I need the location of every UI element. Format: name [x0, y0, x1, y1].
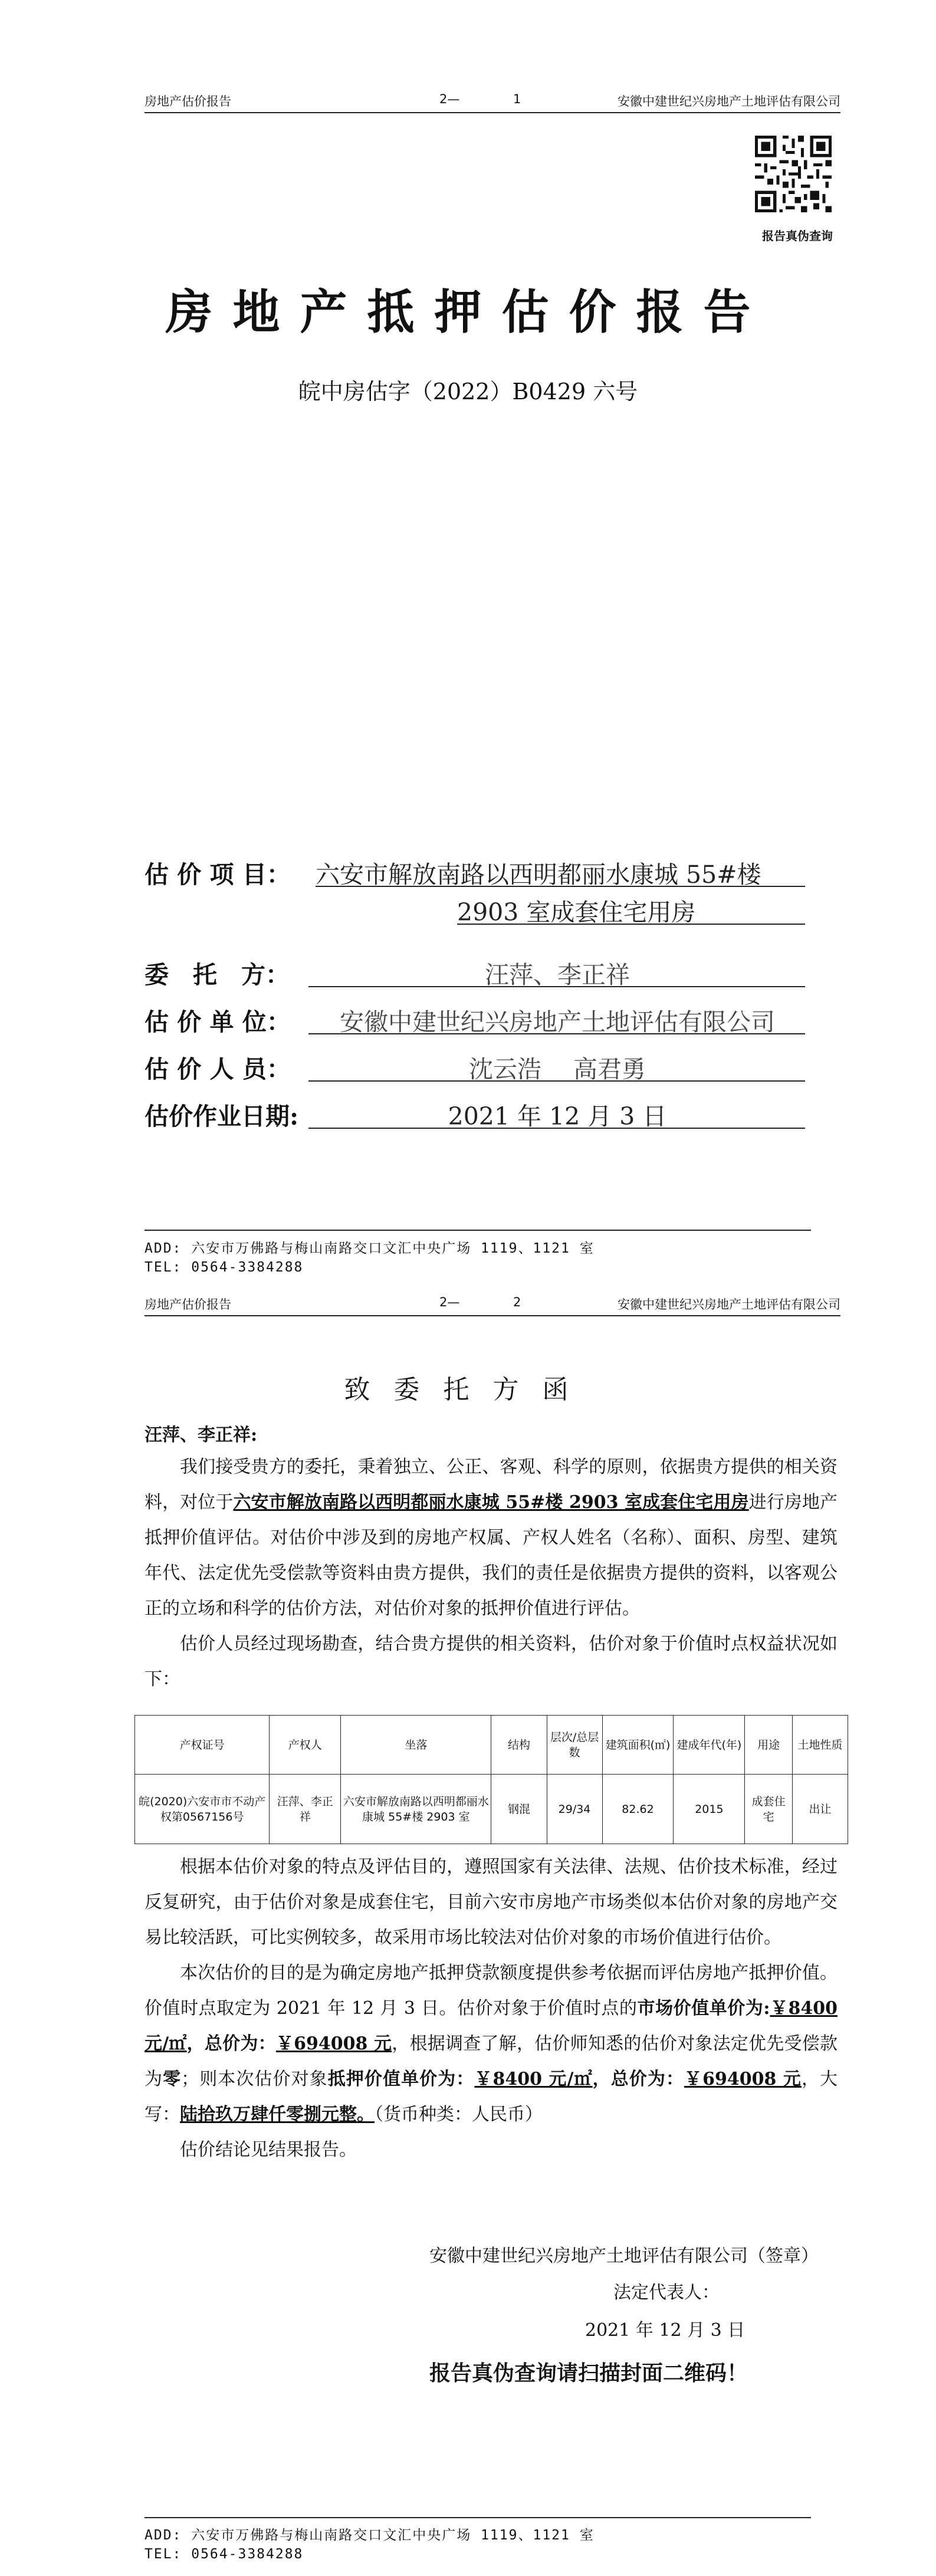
table-cell: 出让	[792, 1775, 848, 1844]
letter-salutation: 汪萍、李正祥:	[144, 1425, 258, 1445]
footer-address: ADD: 六安市万佛路与梅山南路交口文汇中央广场 1119、1121 室	[144, 2528, 595, 2543]
table-header-cell: 产权证号	[135, 1716, 270, 1775]
table-header-cell: 结构	[491, 1716, 547, 1775]
table-cell: 成套住宅	[745, 1775, 793, 1844]
authenticity-notice: 报告真伪查询请扫描封面二维码！	[429, 2361, 748, 2386]
table-header-cell: 土地性质	[792, 1716, 848, 1775]
signature-date: 2021 年 12 月 3 日	[585, 2320, 745, 2341]
report-title: 房地产抵押估价报告	[165, 284, 771, 340]
table-cell: 钢混	[491, 1775, 547, 1844]
footer-phone: TEL: 0564-3384288	[144, 2547, 304, 2562]
signature-company: 安徽中建世纪兴房地产土地评估有限公司（签章）	[429, 2246, 819, 2266]
table-header-cell: 用途	[745, 1716, 793, 1775]
field-underline	[308, 986, 805, 987]
letter-paragraph: 我们接受贵方的委托，秉着独立、公正、客观、科学的原则，依据贵方提供的相关资料，对位于六安市解放南路以西明都丽水康城 55#楼 2903 室成套住宅用房进行房地产抵押价值评估。对估价中涉及到的房地产权属、产权人姓名（名称）、面积、房型、建筑年代、法定优先受偿款等资料由贵方提供，我们的责任是依据贵方提供的资料，以客观公正的立场和科学的估价方法，对估价对象的抵押价值进行评估。	[144, 1457, 838, 1619]
field-project-label: 估 价 项 目：	[144, 860, 291, 889]
table-cell: 汪萍、李正祥	[270, 1775, 341, 1844]
page-header	[144, 88, 840, 113]
field-staff-label: 估 价 人 员：	[144, 1055, 291, 1083]
letter-body-bottom	[144, 1849, 838, 2168]
header-right-text: 安徽中建世纪兴房地产土地评估有限公司	[618, 1297, 840, 1312]
field-project-value-line1: 六安市解放南路以西明都丽水康城 55#楼	[316, 860, 761, 889]
table-header-row	[135, 1716, 848, 1775]
subject-property: 六安市解放南路以西明都丽水康城 55#楼 2903 室成套住宅用房	[233, 1492, 749, 1513]
header-page-number: 1	[513, 92, 521, 106]
field-project-value-line2: 2903 室成套住宅用房	[457, 898, 696, 926]
table-header-cell: 建成年代(年)	[674, 1716, 745, 1775]
header-right-text: 安徽中建世纪兴房地产土地评估有限公司	[618, 94, 840, 109]
letter-body-top	[144, 1450, 838, 1697]
letter-paragraph: 根据本估价对象的特点及评估目的，遵照国家有关法律、法规、估价技术标准，经过反复研究，由于估价对象是成套住宅，目前六安市房地产市场类似本估价对象的房地产交易比较活跃，可比实例较多，故采用市场比较法对估价对象的市场价值进行估价。	[144, 1857, 838, 1948]
report-number: 皖中房估字（2022）B0429 六号	[298, 379, 638, 405]
table-header-cell: 建筑面积(㎡)	[602, 1716, 674, 1775]
header-page-prefix: 2—	[439, 1295, 460, 1309]
page-header	[144, 1292, 840, 1316]
table-cell: 2015	[674, 1775, 745, 1844]
footer-divider	[144, 1230, 811, 1231]
field-date-value: 2021 年 12 月 3 日	[448, 1102, 667, 1131]
field-unit-value: 安徽中建世纪兴房地产土地评估有限公司	[340, 1008, 775, 1036]
footer-address: ADD: 六安市万佛路与梅山南路交口文汇中央广场 1119、1121 室	[144, 1241, 595, 1256]
qr-code-icon[interactable]	[755, 136, 832, 212]
letter-paragraph: 本次估价的目的是为确定房地产抵押贷款额度提供参考依据而评估房地产抵押价值。价值时点取定为 2021 年 12 月 3 日。估价对象于价值时点的市场价值单价为:￥8400 元/㎡，总价为：￥694008 元，根据调查了解，估价师知悉的估价对象法定优先受偿款为零；则本次估价对象抵押价值单价为：￥8400 元/㎡，总价为：￥694008 元，大写：陆拾玖万肆仟零捌元整。（货币种类：人民币）	[144, 1963, 838, 2125]
letter-page	[0, 1292, 936, 2576]
header-left-text: 房地产估价报告	[144, 94, 231, 109]
letter-title: 致委托方函	[344, 1375, 592, 1405]
table-header-cell: 坐落	[341, 1716, 491, 1775]
header-page-prefix: 2—	[439, 92, 460, 106]
field-underline	[308, 1033, 805, 1034]
letter-paragraph: 估价人员经过现场勘查，结合贵方提供的相关资料，估价对象于价值时点权益状况如下：	[144, 1634, 838, 1690]
table-cell: 82.62	[602, 1775, 674, 1844]
field-staff-value: 沈云浩 高君勇	[468, 1055, 646, 1083]
table-header-cell: 层次/总层数	[547, 1716, 602, 1775]
footer-phone: TEL: 0564-3384288	[144, 1260, 304, 1275]
field-underline	[316, 886, 805, 887]
field-underline	[457, 924, 805, 925]
table-row	[135, 1775, 848, 1844]
property-table	[134, 1715, 848, 1844]
table-cell: 29/34	[547, 1775, 602, 1844]
header-left-text: 房地产估价报告	[144, 1297, 231, 1312]
qr-caption: 报告真伪查询	[762, 229, 833, 243]
table-header-cell: 产权人	[270, 1716, 341, 1775]
legal-representative: 法定代表人：	[613, 2282, 720, 2303]
table-cell: 六安市解放南路以西明都丽水康城 55#楼 2903 室	[341, 1775, 491, 1844]
field-unit-label: 估 价 单 位：	[144, 1008, 291, 1036]
letter-paragraph: 估价结论见结果报告。	[180, 2140, 357, 2160]
table-cell: 皖(2020)六安市市不动产权第0567156号	[135, 1775, 270, 1844]
field-client-value: 汪萍、李正祥	[485, 961, 630, 989]
footer-divider	[144, 2517, 811, 2518]
header-page-number: 2	[513, 1295, 521, 1309]
field-underline	[308, 1128, 805, 1129]
field-client-label: 委 托 方：	[144, 961, 290, 989]
field-date-label: 估价作业日期:	[144, 1102, 299, 1131]
field-underline	[308, 1080, 805, 1082]
